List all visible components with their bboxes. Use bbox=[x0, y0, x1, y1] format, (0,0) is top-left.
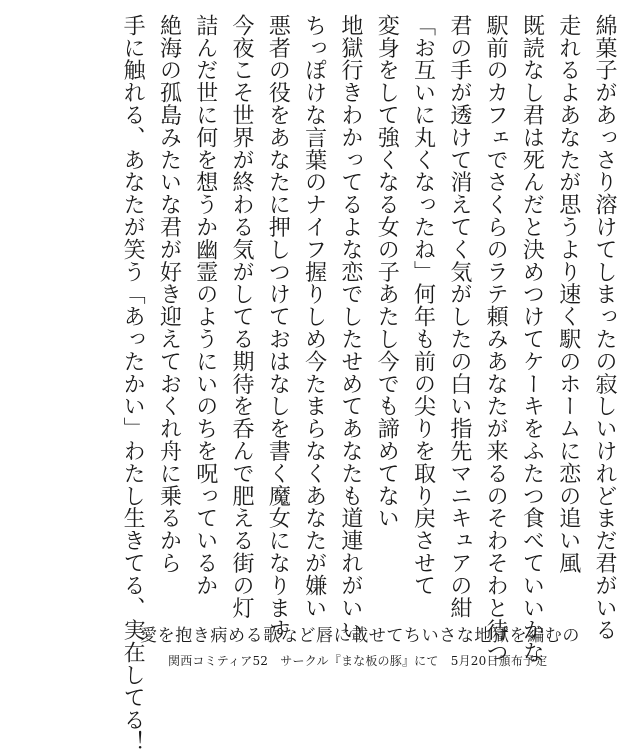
poem-line: 変身をして強くなる女の子あたし今でも諦めてない bbox=[374, 14, 400, 530]
poem-line: 今夜こそ世界が終わる気がしてる期待を呑んで肥える街の灯 bbox=[229, 14, 255, 619]
poem-line: 綿菓子があっさり溶けてしまったの寂しいけれどまだ君がいる bbox=[592, 14, 617, 642]
poem-line: 駅前のカフェでさくらのラテ頼みあなたが来るのそわそわと待つ bbox=[483, 14, 509, 664]
poem-line: 悪者の役をあなたに押しつけておはなしを書く魔女になります bbox=[265, 14, 291, 642]
tagline: 愛を抱き病める歌など唇に載せてちいさな地獄を編むの bbox=[140, 626, 580, 646]
poem-line: 手に触れる、あなたが笑う「あったかい」わたし生きてる、実在してる！ bbox=[120, 14, 146, 753]
poem-line: 詰んだ世に何を想うか幽霊のようにいのちを呪っているか bbox=[192, 14, 218, 597]
event-info: 関西コミティア52 サークル『まな板の豚』にて 5月20日頒布予定 bbox=[168, 654, 548, 668]
poem-line: 地獄行きわかってるよな恋でしたせめてあなたも道連れがいい bbox=[337, 14, 363, 642]
poem-line: ちっぽけな言葉のナイフ握りしめ今たまらなくあなたが嫌い bbox=[301, 14, 327, 619]
poem-line: 「お互いに丸くなったね」何年も前の尖りを取り戻させて bbox=[410, 14, 436, 597]
poem-line: 走れるよあなたが思うより速く駅のホームに恋の追い風 bbox=[555, 14, 581, 574]
poem-line: 絶海の孤島みたいな君が好き迎えておくれ舟に乗るから bbox=[156, 14, 182, 574]
poem-line: 既読なし君は死んだと決めつけてケーキをふたつ食べていいかな bbox=[519, 14, 545, 664]
poem-line: 君の手が透けて消えてく気がしたの白い指先マニキュアの紺 bbox=[446, 14, 472, 619]
